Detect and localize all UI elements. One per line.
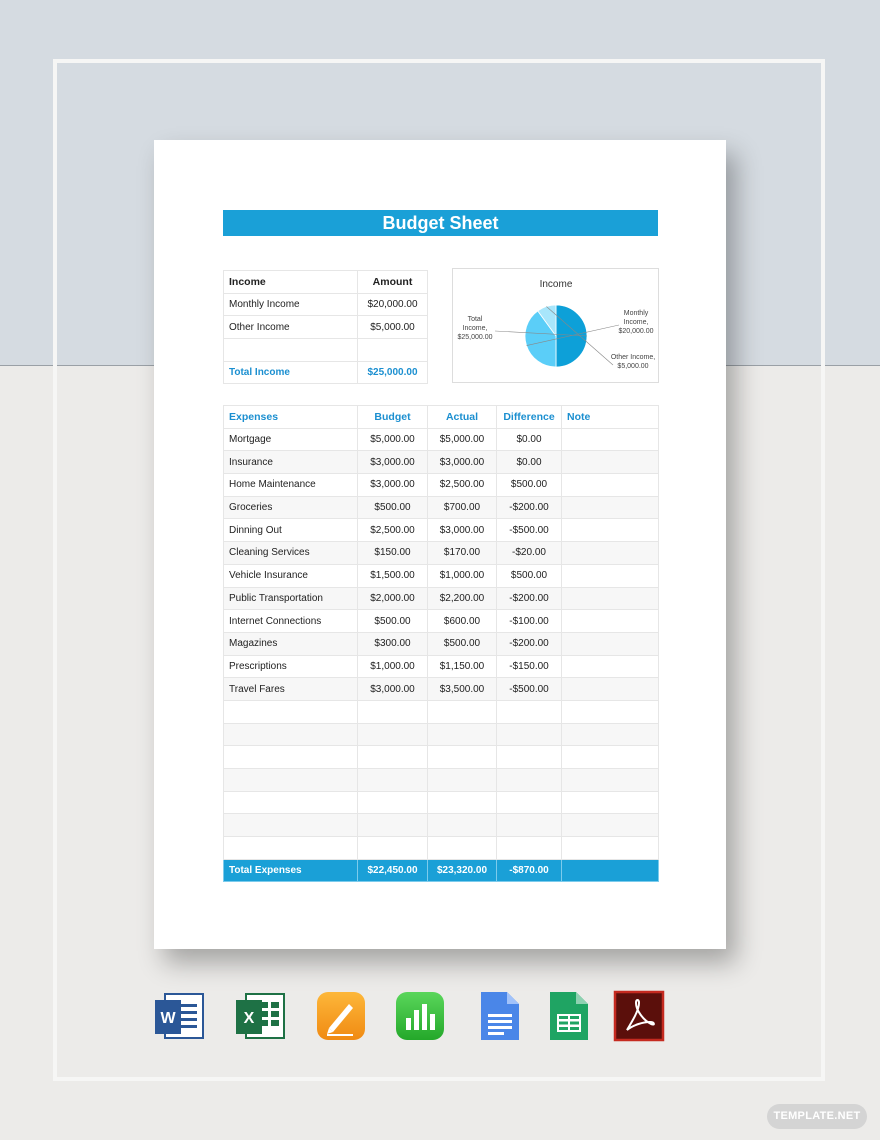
expense-budget-cell: $5,000.00 bbox=[358, 428, 428, 451]
expense-difference-cell bbox=[497, 769, 562, 792]
income-row-amount: $5,000.00 bbox=[358, 316, 428, 339]
expenses-header-budget: Budget bbox=[358, 406, 428, 429]
expense-note-cell bbox=[562, 474, 659, 497]
expense-budget-cell: $150.00 bbox=[358, 542, 428, 565]
expense-budget-cell: $500.00 bbox=[358, 610, 428, 633]
expense-actual-cell: $3,500.00 bbox=[428, 678, 497, 701]
expense-difference-cell: -$20.00 bbox=[497, 542, 562, 565]
document-title: Budget Sheet bbox=[223, 210, 658, 236]
pie-label: $20,000.00 bbox=[618, 328, 654, 335]
expense-label-cell: Magazines bbox=[224, 632, 358, 655]
expense-label-cell: Prescriptions bbox=[224, 655, 358, 678]
expense-empty-row bbox=[224, 837, 659, 860]
expense-label-cell: Cleaning Services bbox=[224, 542, 358, 565]
expense-actual-cell bbox=[428, 837, 497, 860]
pie-label: Income, bbox=[462, 325, 488, 332]
expense-difference-cell: $0.00 bbox=[497, 451, 562, 474]
expense-row bbox=[224, 564, 659, 587]
expense-label-cell: Home Maintenance bbox=[224, 474, 358, 497]
expense-difference-cell: -$200.00 bbox=[497, 587, 562, 610]
expense-difference-cell bbox=[497, 700, 562, 723]
expense-row bbox=[224, 587, 659, 610]
income-total-amount: $25,000.00 bbox=[358, 361, 428, 384]
expense-note-cell bbox=[562, 837, 659, 860]
expense-empty-row bbox=[224, 769, 659, 792]
expense-note-cell bbox=[562, 700, 659, 723]
income-pie-chart bbox=[452, 268, 659, 383]
expense-note-cell bbox=[562, 791, 659, 814]
expense-label-cell: Groceries bbox=[224, 496, 358, 519]
expense-row bbox=[224, 678, 659, 701]
expense-budget-cell bbox=[358, 837, 428, 860]
numbers-icon[interactable] bbox=[394, 990, 446, 1042]
expense-row bbox=[224, 655, 659, 678]
expense-row bbox=[224, 428, 659, 451]
google-sheets-icon[interactable] bbox=[542, 990, 594, 1042]
expense-empty-row bbox=[224, 791, 659, 814]
expenses-header-note: Note bbox=[562, 406, 659, 429]
expense-budget-cell: $3,000.00 bbox=[358, 474, 428, 497]
expense-note-cell bbox=[562, 542, 659, 565]
expense-empty-row bbox=[224, 746, 659, 769]
expense-note-cell bbox=[562, 587, 659, 610]
expense-difference-cell: -$100.00 bbox=[497, 610, 562, 633]
income-row bbox=[224, 339, 428, 362]
template-net-watermark[interactable]: TEMPLATE.NET bbox=[767, 1104, 867, 1129]
document-page bbox=[154, 140, 726, 949]
expense-difference-cell: -$200.00 bbox=[497, 632, 562, 655]
expense-budget-cell: $1,500.00 bbox=[358, 564, 428, 587]
expense-difference-cell bbox=[497, 746, 562, 769]
pie-label: $5,000.00 bbox=[617, 363, 649, 370]
income-header-amount: Amount bbox=[358, 271, 428, 294]
expense-budget-cell: $3,000.00 bbox=[358, 451, 428, 474]
expense-label-cell: Mortgage bbox=[224, 428, 358, 451]
expenses-header-actual: Actual bbox=[428, 406, 497, 429]
expense-label-cell bbox=[224, 791, 358, 814]
expense-actual-cell: $2,200.00 bbox=[428, 587, 497, 610]
expense-label-cell: Travel Fares bbox=[224, 678, 358, 701]
pie-label: Other Income, bbox=[610, 354, 656, 361]
expense-label-cell bbox=[224, 746, 358, 769]
google-docs-icon[interactable] bbox=[473, 990, 525, 1042]
expense-empty-row bbox=[224, 723, 659, 746]
svg-text:X: X bbox=[243, 1010, 255, 1027]
expense-difference-cell bbox=[497, 814, 562, 837]
expense-note-cell bbox=[562, 610, 659, 633]
expense-actual-cell: $3,000.00 bbox=[428, 451, 497, 474]
expense-row bbox=[224, 632, 659, 655]
expense-label-cell bbox=[224, 723, 358, 746]
pie-label: Total bbox=[467, 316, 483, 323]
expense-label-cell: Public Transportation bbox=[224, 587, 358, 610]
chart-title: Income bbox=[539, 279, 573, 290]
expense-actual-cell: $3,000.00 bbox=[428, 519, 497, 542]
expense-actual-cell: $700.00 bbox=[428, 496, 497, 519]
income-table bbox=[223, 270, 428, 384]
expense-difference-cell: $500.00 bbox=[497, 474, 562, 497]
expense-label-cell bbox=[224, 700, 358, 723]
expense-actual-cell: $600.00 bbox=[428, 610, 497, 633]
expense-note-cell bbox=[562, 496, 659, 519]
expense-budget-cell bbox=[358, 814, 428, 837]
expense-budget-cell bbox=[358, 791, 428, 814]
expense-budget-cell bbox=[358, 723, 428, 746]
expense-row bbox=[224, 496, 659, 519]
svg-text:W: W bbox=[160, 1010, 176, 1027]
expense-budget-cell bbox=[358, 769, 428, 792]
expenses-total-row bbox=[224, 859, 659, 882]
format-icons-row bbox=[0, 990, 880, 1046]
expense-actual-cell: $23,320.00 bbox=[428, 859, 497, 882]
pie-label: Monthly bbox=[623, 310, 649, 317]
expense-actual-cell bbox=[428, 723, 497, 746]
expense-label-cell: Vehicle Insurance bbox=[224, 564, 358, 587]
expense-note-cell bbox=[562, 428, 659, 451]
expense-actual-cell: $170.00 bbox=[428, 542, 497, 565]
expense-difference-cell: $0.00 bbox=[497, 428, 562, 451]
expense-budget-cell: $22,450.00 bbox=[358, 859, 428, 882]
income-row-label: Other Income bbox=[224, 316, 358, 339]
expense-budget-cell: $3,000.00 bbox=[358, 678, 428, 701]
expense-note-cell bbox=[562, 519, 659, 542]
expense-actual-cell bbox=[428, 814, 497, 837]
word-icon[interactable] bbox=[153, 990, 205, 1042]
expense-row bbox=[224, 474, 659, 497]
income-row bbox=[224, 316, 428, 339]
expense-actual-cell bbox=[428, 769, 497, 792]
expense-budget-cell bbox=[358, 700, 428, 723]
expense-difference-cell: -$870.00 bbox=[497, 859, 562, 882]
expense-actual-cell: $1,150.00 bbox=[428, 655, 497, 678]
income-header-row bbox=[224, 271, 428, 294]
expenses-header-difference: Difference bbox=[497, 406, 562, 429]
expense-note-cell bbox=[562, 746, 659, 769]
income-row-amount bbox=[358, 339, 428, 362]
expense-empty-row bbox=[224, 814, 659, 837]
expense-row bbox=[224, 451, 659, 474]
expense-note-cell bbox=[562, 678, 659, 701]
income-row-amount: $20,000.00 bbox=[358, 293, 428, 316]
expenses-header-row bbox=[224, 406, 659, 429]
expenses-table bbox=[223, 405, 659, 882]
expense-label-cell: Insurance bbox=[224, 451, 358, 474]
expense-difference-cell bbox=[497, 791, 562, 814]
expense-budget-cell: $1,000.00 bbox=[358, 655, 428, 678]
expense-actual-cell: $500.00 bbox=[428, 632, 497, 655]
income-row-label: Monthly Income bbox=[224, 293, 358, 316]
expense-note-cell bbox=[562, 564, 659, 587]
expense-difference-cell bbox=[497, 723, 562, 746]
income-row-label bbox=[224, 339, 358, 362]
expense-label-cell: Internet Connections bbox=[224, 610, 358, 633]
expense-note-cell bbox=[562, 769, 659, 792]
expense-label-cell: Total Expenses bbox=[224, 859, 358, 882]
expense-difference-cell: -$200.00 bbox=[497, 496, 562, 519]
expense-empty-row bbox=[224, 700, 659, 723]
expense-difference-cell: -$500.00 bbox=[497, 519, 562, 542]
expense-label-cell bbox=[224, 769, 358, 792]
income-total-row bbox=[224, 361, 428, 384]
expenses-header-label: Expenses bbox=[224, 406, 358, 429]
excel-icon[interactable] bbox=[234, 990, 286, 1042]
expense-note-cell bbox=[562, 632, 659, 655]
expense-note-cell bbox=[562, 859, 659, 882]
expense-budget-cell: $500.00 bbox=[358, 496, 428, 519]
expense-difference-cell: $500.00 bbox=[497, 564, 562, 587]
expense-budget-cell: $2,500.00 bbox=[358, 519, 428, 542]
pdf-icon[interactable] bbox=[613, 990, 665, 1042]
income-total-label: Total Income bbox=[224, 361, 358, 384]
expense-label-cell bbox=[224, 837, 358, 860]
expense-actual-cell bbox=[428, 791, 497, 814]
expense-actual-cell: $2,500.00 bbox=[428, 474, 497, 497]
expense-note-cell bbox=[562, 814, 659, 837]
expense-row bbox=[224, 542, 659, 565]
expense-row bbox=[224, 610, 659, 633]
expense-budget-cell: $2,000.00 bbox=[358, 587, 428, 610]
expense-budget-cell: $300.00 bbox=[358, 632, 428, 655]
income-header-label: Income bbox=[224, 271, 358, 294]
expense-actual-cell: $5,000.00 bbox=[428, 428, 497, 451]
pie-svg bbox=[453, 269, 660, 384]
expense-label-cell bbox=[224, 814, 358, 837]
expense-label-cell: Dinning Out bbox=[224, 519, 358, 542]
expense-actual-cell bbox=[428, 746, 497, 769]
income-row bbox=[224, 293, 428, 316]
expense-actual-cell: $1,000.00 bbox=[428, 564, 497, 587]
expense-difference-cell: -$500.00 bbox=[497, 678, 562, 701]
expense-note-cell bbox=[562, 655, 659, 678]
pie-label: Income, bbox=[623, 319, 649, 326]
expense-actual-cell bbox=[428, 700, 497, 723]
expense-budget-cell bbox=[358, 746, 428, 769]
pie-label: $25,000.00 bbox=[457, 334, 493, 341]
expense-difference-cell: -$150.00 bbox=[497, 655, 562, 678]
expense-row bbox=[224, 519, 659, 542]
expense-note-cell bbox=[562, 451, 659, 474]
pages-icon[interactable] bbox=[315, 990, 367, 1042]
expense-difference-cell bbox=[497, 837, 562, 860]
expense-note-cell bbox=[562, 723, 659, 746]
